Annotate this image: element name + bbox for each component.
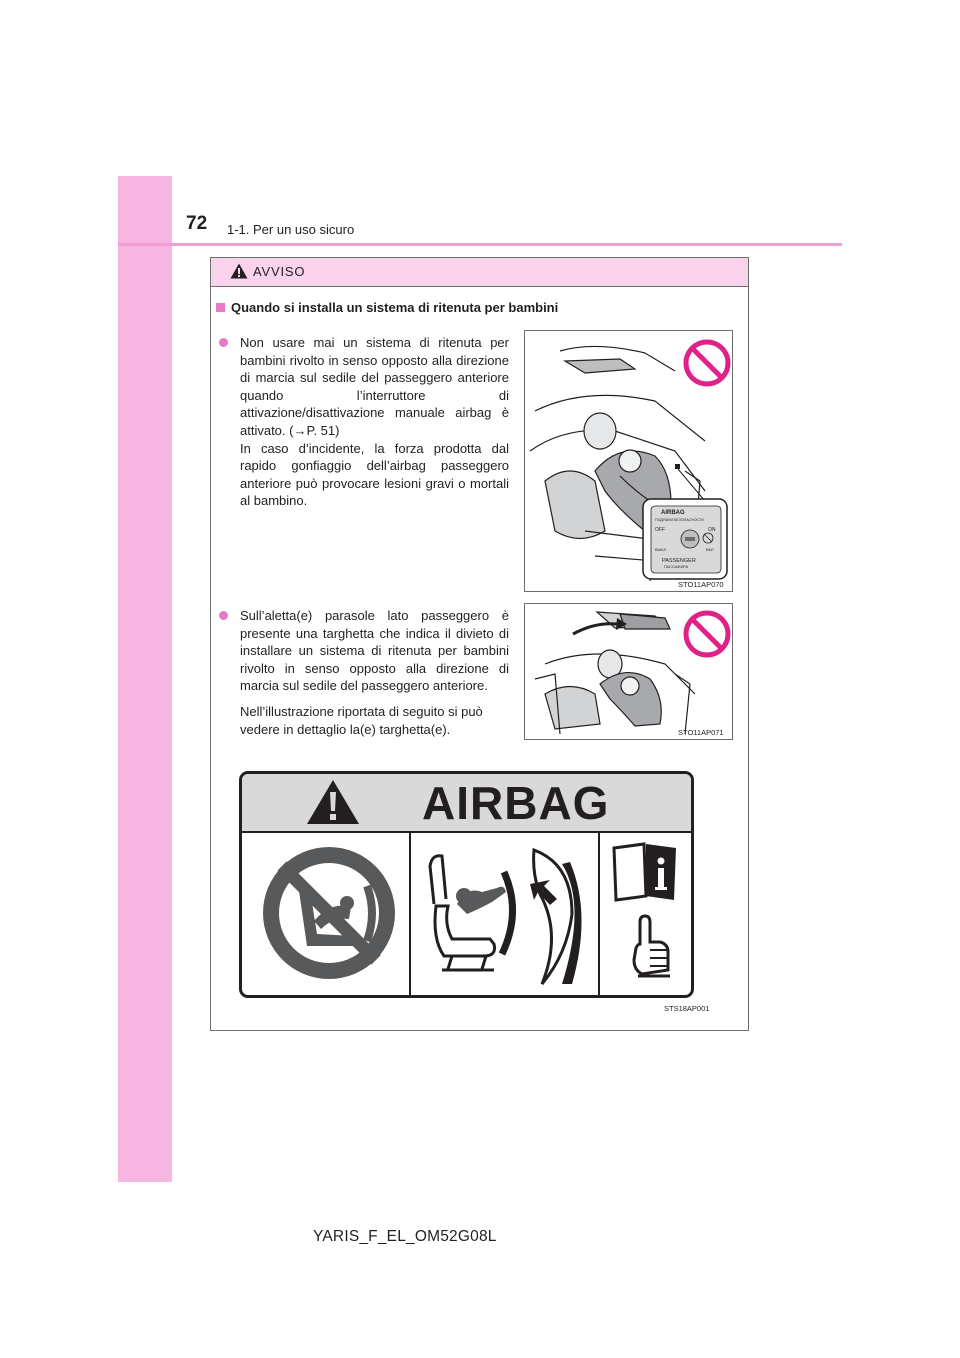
page-number: 72 bbox=[186, 213, 208, 234]
label-header bbox=[242, 774, 691, 833]
car-interior-child-seat-illustration bbox=[525, 331, 732, 591]
side-tab bbox=[118, 176, 172, 1182]
label-code: STS18AP001 bbox=[664, 1004, 710, 1013]
label-divider bbox=[409, 831, 411, 998]
header-rule bbox=[118, 243, 842, 246]
footer-doc-id: YARIS_F_EL_OM52G08L bbox=[313, 1228, 497, 1245]
label-warning-triangle-icon bbox=[306, 779, 360, 825]
bullet2-paragraph2: Nell’illustrazione riportata di seguito si può vedere in dettaglio la(e) targhetta(e). bbox=[240, 703, 483, 737]
warning-header bbox=[211, 258, 748, 287]
square-bullet-icon bbox=[216, 303, 225, 312]
switch-on-ru-text: ВКЛ bbox=[706, 547, 714, 552]
switch-passenger-ru-text: ПАССАЖИРА bbox=[664, 565, 689, 569]
airbag-impact-pictogram-icon bbox=[422, 844, 592, 989]
illustration1-code: STO11AP070 bbox=[678, 580, 724, 589]
warning-triangle-icon bbox=[230, 263, 248, 279]
prohibition-sign-icon bbox=[686, 342, 728, 384]
bullet1-paragraph1: Non usare mai un sistema di ritenuta per bambini rivolto in senso opposto alla direzione di marcia sul sedile del passeggero anteriore quando l’interruttore di attivazione/disattivazione manuale airbag è attivato. (→P. 51) bbox=[240, 335, 509, 438]
prohibition-sign-icon bbox=[686, 613, 728, 655]
sun-visor-child-seat-illustration bbox=[525, 604, 732, 739]
subheading-text: Quando si installa un sistema di ritenuta per bambini bbox=[231, 300, 559, 315]
illustration-sun-visor bbox=[524, 603, 733, 740]
switch-off-ru-text: ВЫКЛ bbox=[655, 547, 667, 552]
subheading bbox=[216, 300, 558, 315]
round-bullet-icon bbox=[219, 611, 228, 620]
label-airbag-word: AIRBAG bbox=[422, 777, 610, 829]
switch-subtitle-text: ПОДУШКИ БЕЗОПАСНОСТИ bbox=[655, 518, 704, 522]
bullet-item bbox=[219, 607, 509, 738]
illustration2-code: STO11AP071 bbox=[678, 728, 724, 737]
switch-off-text: OFF bbox=[655, 527, 665, 533]
switch-title-text: AIRBAG bbox=[661, 510, 685, 516]
illustration-airbag-switch bbox=[524, 330, 733, 592]
warning-title: AVVISO bbox=[253, 264, 306, 279]
switch-passenger-text: PASSENGER bbox=[662, 558, 696, 564]
bullet1-paragraph2: In caso d’incidente, la forza prodotta dal rapido gonfiaggio dell’airbag passeggero anteriore può provocare lesioni gravi o mortali al bambino. bbox=[240, 440, 509, 509]
switch-on-text: ON bbox=[708, 527, 716, 533]
read-manual-icon bbox=[610, 840, 685, 990]
label-divider bbox=[598, 831, 600, 998]
bullet-item bbox=[219, 334, 509, 510]
round-bullet-icon bbox=[219, 338, 228, 347]
warning-box bbox=[210, 257, 749, 1031]
bullet2-paragraph1: Sull’aletta(e) parasole lato passeggero è presente una targhetta che indica il divieto di installare un sistema di ritenuta per bambini rivolto in senso opposto alla direzione di marcia sul sedile del passeggero anteriore. bbox=[240, 608, 509, 694]
no-rear-facing-child-seat-icon bbox=[259, 841, 399, 986]
airbag-warning-label bbox=[239, 771, 694, 998]
section-title: 1-1. Per un uso sicuro bbox=[227, 222, 355, 237]
